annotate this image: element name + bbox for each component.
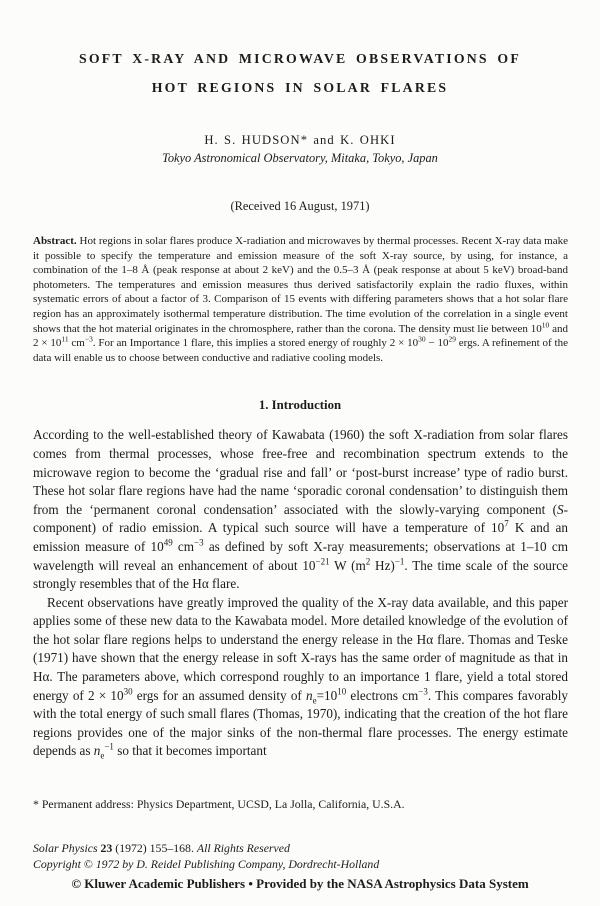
authors-line: H. S. HUDSON* and K. OHKI	[204, 133, 396, 147]
imprint-copyright-line: Copyright © 1972 by D. Reidel Publishing Company, Dordrecht-Holland	[33, 857, 380, 871]
footnote-permanent-address: * Permanent address: Physics Department, UCSD, La Jolla, California, U.S.A.	[33, 797, 405, 811]
abstract-text: Hot regions in solar flares produce X-radiation and microwaves by thermal processes. Recent X-ray data make it possible to specify the temperature and emission measure of the soft X-ray source, by using, for instance, a combination of the 1–8 Å (peak response at about 2 keV) and the 0.5–3 Å (peak response at about 5 keV) broad-band photometers. The temperatures and emission measures thus derived satisfactorily explain the radio fluxes, within systematic errors of about a factor of 3. Comparison of 15 events with differing parameters shows that a hot solar flare region has an approximately isothermal temperature distribution. The time evolution of the correlation in a single event shows that the hot material originates in the chromosphere, rather than the corona. The density must lie between $10^{10}$ and $2 \times 10^{11}$ $cm^{-3}$. For an Importance 1 flare, this implies a stored energy of roughly $2 \times 10^{30} - 10^{29}$ ergs. A refinement of the data will enable us to choose between conductive and radiative cooling models.	[33, 235, 569, 364]
received-date: (Received 16 August, 1971)	[230, 199, 370, 213]
paper-title-line1: SOFT X-RAY AND MICROWAVE OBSERVATIONS OF	[78, 51, 521, 66]
abstract-block	[33, 234, 568, 365]
intro-paragraph-1: According to the well-established theory of Kawabata (1960) the soft X-radiation from solar flares comes from thermal processes, whose free-free and recombination spectrum extends to the microwave region to become the ‘gradual rise and fall’ or ‘post-burst increase’ type of radio burst. These hot solar flare regions have had the name ‘sporadic coronal condensation’ to distinguish them from the ‘permanent coronal condensation’ associated with the slowly-varying component (S-component) of radio emission. A typical such source will have a temperature of $10^7$ K and an emission measure of $10^{49}$ $cm^{-3}$ as defined by soft X-ray measurements; observations at 1–10 cm wavelength will reveal an enhancement of about $10^{-21}$ W ($m^2$ Hz)$^{-1}$. The time scale of the source strongly resembles that of the Hα flare.	[33, 427, 568, 592]
affiliation-line: Tokyo Astronomical Observatory, Mitaka, Tokyo, Japan	[162, 151, 438, 165]
intro-paragraph-2: Recent observations have greatly improved the quality of the X-ray data available, and this paper applies some of these new data to the Kawabata model. More detailed knowledge of the evolution of the hot solar flare regions helps to understand the energy release in the Hα flare. Thomas and Teske (1971) have shown that the energy release in soft X-rays has the same order of magnitude as that in Hα. The parameters above, which correspond roughly to an importance 1 flare, yield a total stored energy of $2 \times 10^{30}$ ergs for an assumed density of $n_e=10^{10}$ electrons $cm^{-3}$. This compares favorably with the total energy of such small flares (Thomas, 1970), indicating that the creation of the hot flare regions provides one of the major sinks of the non-thermal flare processes. The energy estimate depends as $n_e^{-1}$ so that it becomes important	[33, 594, 568, 762]
abstract-label: Abstract.	[33, 235, 77, 247]
paper-title-line2: HOT REGIONS IN SOLAR FLARES	[151, 80, 449, 95]
paper-title	[0, 44, 600, 102]
journal-imprint	[33, 840, 568, 872]
provider-footer: © Kluwer Academic Publishers • Provided by the NASA Astrophysics Data System	[71, 876, 529, 891]
imprint-journal-line: Solar Physics 23 (1972) 155–168. All Rights Reserved	[33, 841, 290, 855]
section-heading-introduction: 1. Introduction	[258, 398, 342, 413]
